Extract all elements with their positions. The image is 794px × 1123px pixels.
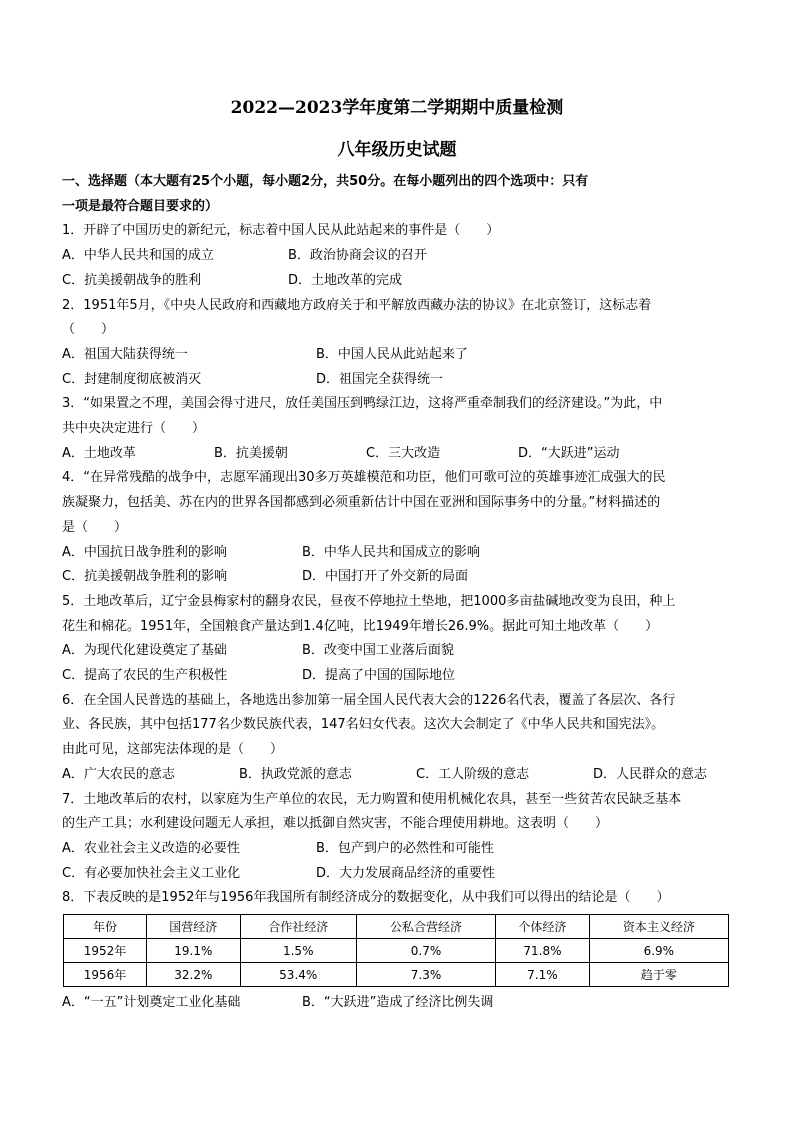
- question-7: [62, 788, 734, 887]
- option-d: D．中国打开了外交新的局面: [302, 569, 469, 585]
- options-row: [62, 343, 734, 368]
- option-c: C．三大改造: [366, 445, 441, 461]
- option-d: D．土地改革的完成: [288, 272, 403, 288]
- option-b: B．执政党派的意志: [239, 766, 352, 782]
- table-header-cell: 合作社经济: [240, 915, 356, 939]
- option-a: A．为现代化建设奠定了基础: [62, 643, 227, 659]
- question-stem: 由此可见，这部宪法体现的是（ ）: [62, 742, 284, 758]
- table-header-cell: 个体经济: [496, 915, 589, 939]
- table-cell: 6.9%: [589, 939, 728, 963]
- question-stem: （ ）: [62, 322, 115, 338]
- options-row: [62, 442, 734, 467]
- option-b: B．抗美援朝: [214, 445, 288, 461]
- options-row: [62, 269, 734, 294]
- table-cell: 53.4%: [240, 963, 356, 987]
- question-stem: 4．“在异常残酷的战争中，志愿军涌现出30多万英雄模范和功臣，他们可歌可泣的英雄事迹汇成强大的民: [62, 470, 666, 486]
- question-4: [62, 466, 734, 590]
- table-cell: 0.7%: [356, 939, 495, 963]
- question-2: [62, 294, 734, 393]
- options-row: [62, 763, 734, 788]
- question-stem: 花生和棉花。1951年，全国粮食产量达到1.4亿吨，比1949年增长26.9%。据此可知土地改革（ ）: [62, 618, 659, 634]
- section-heading-line: 一、选择题（本大题有25个小题，每小题2分，共50分。在每小题列出的四个选项中：只有: [62, 174, 589, 189]
- table-header-cell: 公私合营经济: [356, 915, 495, 939]
- options-row: [62, 368, 734, 393]
- question-stem: 族凝聚力，包括美、苏在内的世界各国都感到必须重新估计中国在亚洲和国际事务中的分量。”材料描述的: [62, 495, 661, 511]
- economy-table: [63, 914, 729, 987]
- option-c: C．有必要加快社会主义工业化: [62, 865, 241, 881]
- question-stem: 8．下表反映的是1952年与1956年我国所有制经济成分的数据变化，从中我们可以得出的结论是（ ）: [62, 890, 670, 906]
- exam-title: 2022—2023学年度第二学期期中质量检测: [230, 98, 564, 118]
- question-1: [62, 219, 734, 293]
- option-c: C．抗美援朝战争的胜利: [62, 272, 202, 288]
- question-stem: 3．“如果置之不理，美国会得寸进尺，放任美国压到鸭绿江边，这将严重牵制我们的经济建设。”为此，中: [62, 396, 663, 412]
- table-cell: 1.5%: [240, 939, 356, 963]
- options-row: [62, 837, 734, 862]
- option-a: A．广大农民的意志: [62, 766, 175, 782]
- section-heading-line: 一项是最符合题目要求的）: [62, 198, 219, 214]
- table-cell: 7.3%: [356, 963, 495, 987]
- question-5: [62, 590, 734, 689]
- question-8: [62, 886, 734, 1015]
- question-stem: 业、各民族，其中包括177名少数民族代表，147名妇女代表。这次大会制定了《中华人民共和国宪法》。: [62, 717, 665, 733]
- table-header-cell: 国营经济: [147, 915, 240, 939]
- options-row: [62, 664, 734, 689]
- question-stem: 是（ ）: [62, 519, 128, 535]
- section-heading: [62, 170, 734, 219]
- option-a: A．农业社会主义改造的必要性: [62, 840, 240, 856]
- option-b: B．政治协商会议的召开: [288, 248, 427, 264]
- table-cell: 71.8%: [496, 939, 589, 963]
- option-a: A．土地改革: [62, 445, 136, 461]
- question-stem: 1．开辟了中国历史的新纪元，标志着中国人民从此站起来的事件是（ ）: [62, 223, 500, 239]
- table-row: [64, 939, 729, 963]
- table-cell: 1952年: [64, 939, 147, 963]
- option-c: C．工人阶级的意志: [416, 766, 530, 782]
- question-stem: 6．在全国人民普选的基础上，各地选出参加第一届全国人民代表大会的1226名代表，覆盖了各层次、各行: [62, 692, 676, 708]
- options-row: [62, 565, 734, 590]
- table-cell: 19.1%: [147, 939, 240, 963]
- table-header-cell: 资本主义经济: [589, 915, 728, 939]
- option-d: D．提高了中国的国际地位: [302, 668, 456, 684]
- table-cell: 1956年: [64, 963, 147, 987]
- option-b: B．中国人民从此站起来了: [316, 346, 468, 362]
- question-stem: 5．土地改革后，辽宁金县梅家村的翻身农民，昼夜不停地拉土垫地，把1000多亩盐碱地改变为良田，种上: [62, 593, 676, 609]
- option-c: C．封建制度彻底被消灭: [62, 371, 202, 387]
- table-cell: 趋于零: [589, 963, 728, 987]
- table-row: [64, 963, 729, 987]
- table-header-row: [64, 915, 729, 939]
- question-6: [62, 689, 734, 788]
- options-row: [62, 862, 734, 887]
- option-c: C．抗美援朝战争胜利的影响: [62, 569, 228, 585]
- question-stem: 共中央决定进行（ ）: [62, 421, 206, 437]
- option-d: D．人民群众的意志: [593, 766, 708, 782]
- exam-content: [62, 170, 734, 1016]
- exam-subtitle: 八年级历史试题: [337, 140, 457, 160]
- question-stem: 7．土地改革后的农村，以家庭为生产单位的农民，无力购置和使用机械化农具，甚至一些贫苦农民缺乏基本: [62, 791, 682, 807]
- option-b: B．“大跃进”造成了经济比例失调: [302, 995, 494, 1011]
- option-c: C．提高了农民的生产积极性: [62, 668, 228, 684]
- options-row: [62, 541, 734, 566]
- question-3: [62, 392, 734, 466]
- option-a: A．祖国大陆获得统一: [62, 346, 188, 362]
- options-row: [62, 991, 734, 1016]
- question-stem: 2．1951年5月，《中央人民政府和西藏地方政府关于和平解放西藏办法的协议》在北京签订，这标志着: [62, 297, 652, 313]
- options-row: [62, 639, 734, 664]
- option-d: D．祖国完全获得统一: [316, 371, 444, 387]
- option-b: B．中华人民共和国成立的影响: [302, 544, 480, 560]
- question-stem: 的生产工具；水利建设问题无人承担，难以抵御自然灾害，不能合理使用耕地。这表明（ ）: [62, 816, 609, 832]
- option-b: B．改变中国工业落后面貌: [302, 643, 454, 659]
- option-b: B．包产到户的必然性和可能性: [316, 840, 494, 856]
- table-header-cell: 年份: [64, 915, 147, 939]
- option-d: D．“大跃进”运动: [518, 445, 620, 461]
- table-cell: 32.2%: [147, 963, 240, 987]
- option-d: D．大力发展商品经济的重要性: [316, 865, 496, 881]
- option-a: A．中华人民共和国的成立: [62, 248, 214, 264]
- option-a: A．“一五”计划奠定工业化基础: [62, 995, 241, 1011]
- options-row: [62, 244, 734, 269]
- option-a: A．中国抗日战争胜利的影响: [62, 544, 227, 560]
- table-cell: 7.1%: [496, 963, 589, 987]
